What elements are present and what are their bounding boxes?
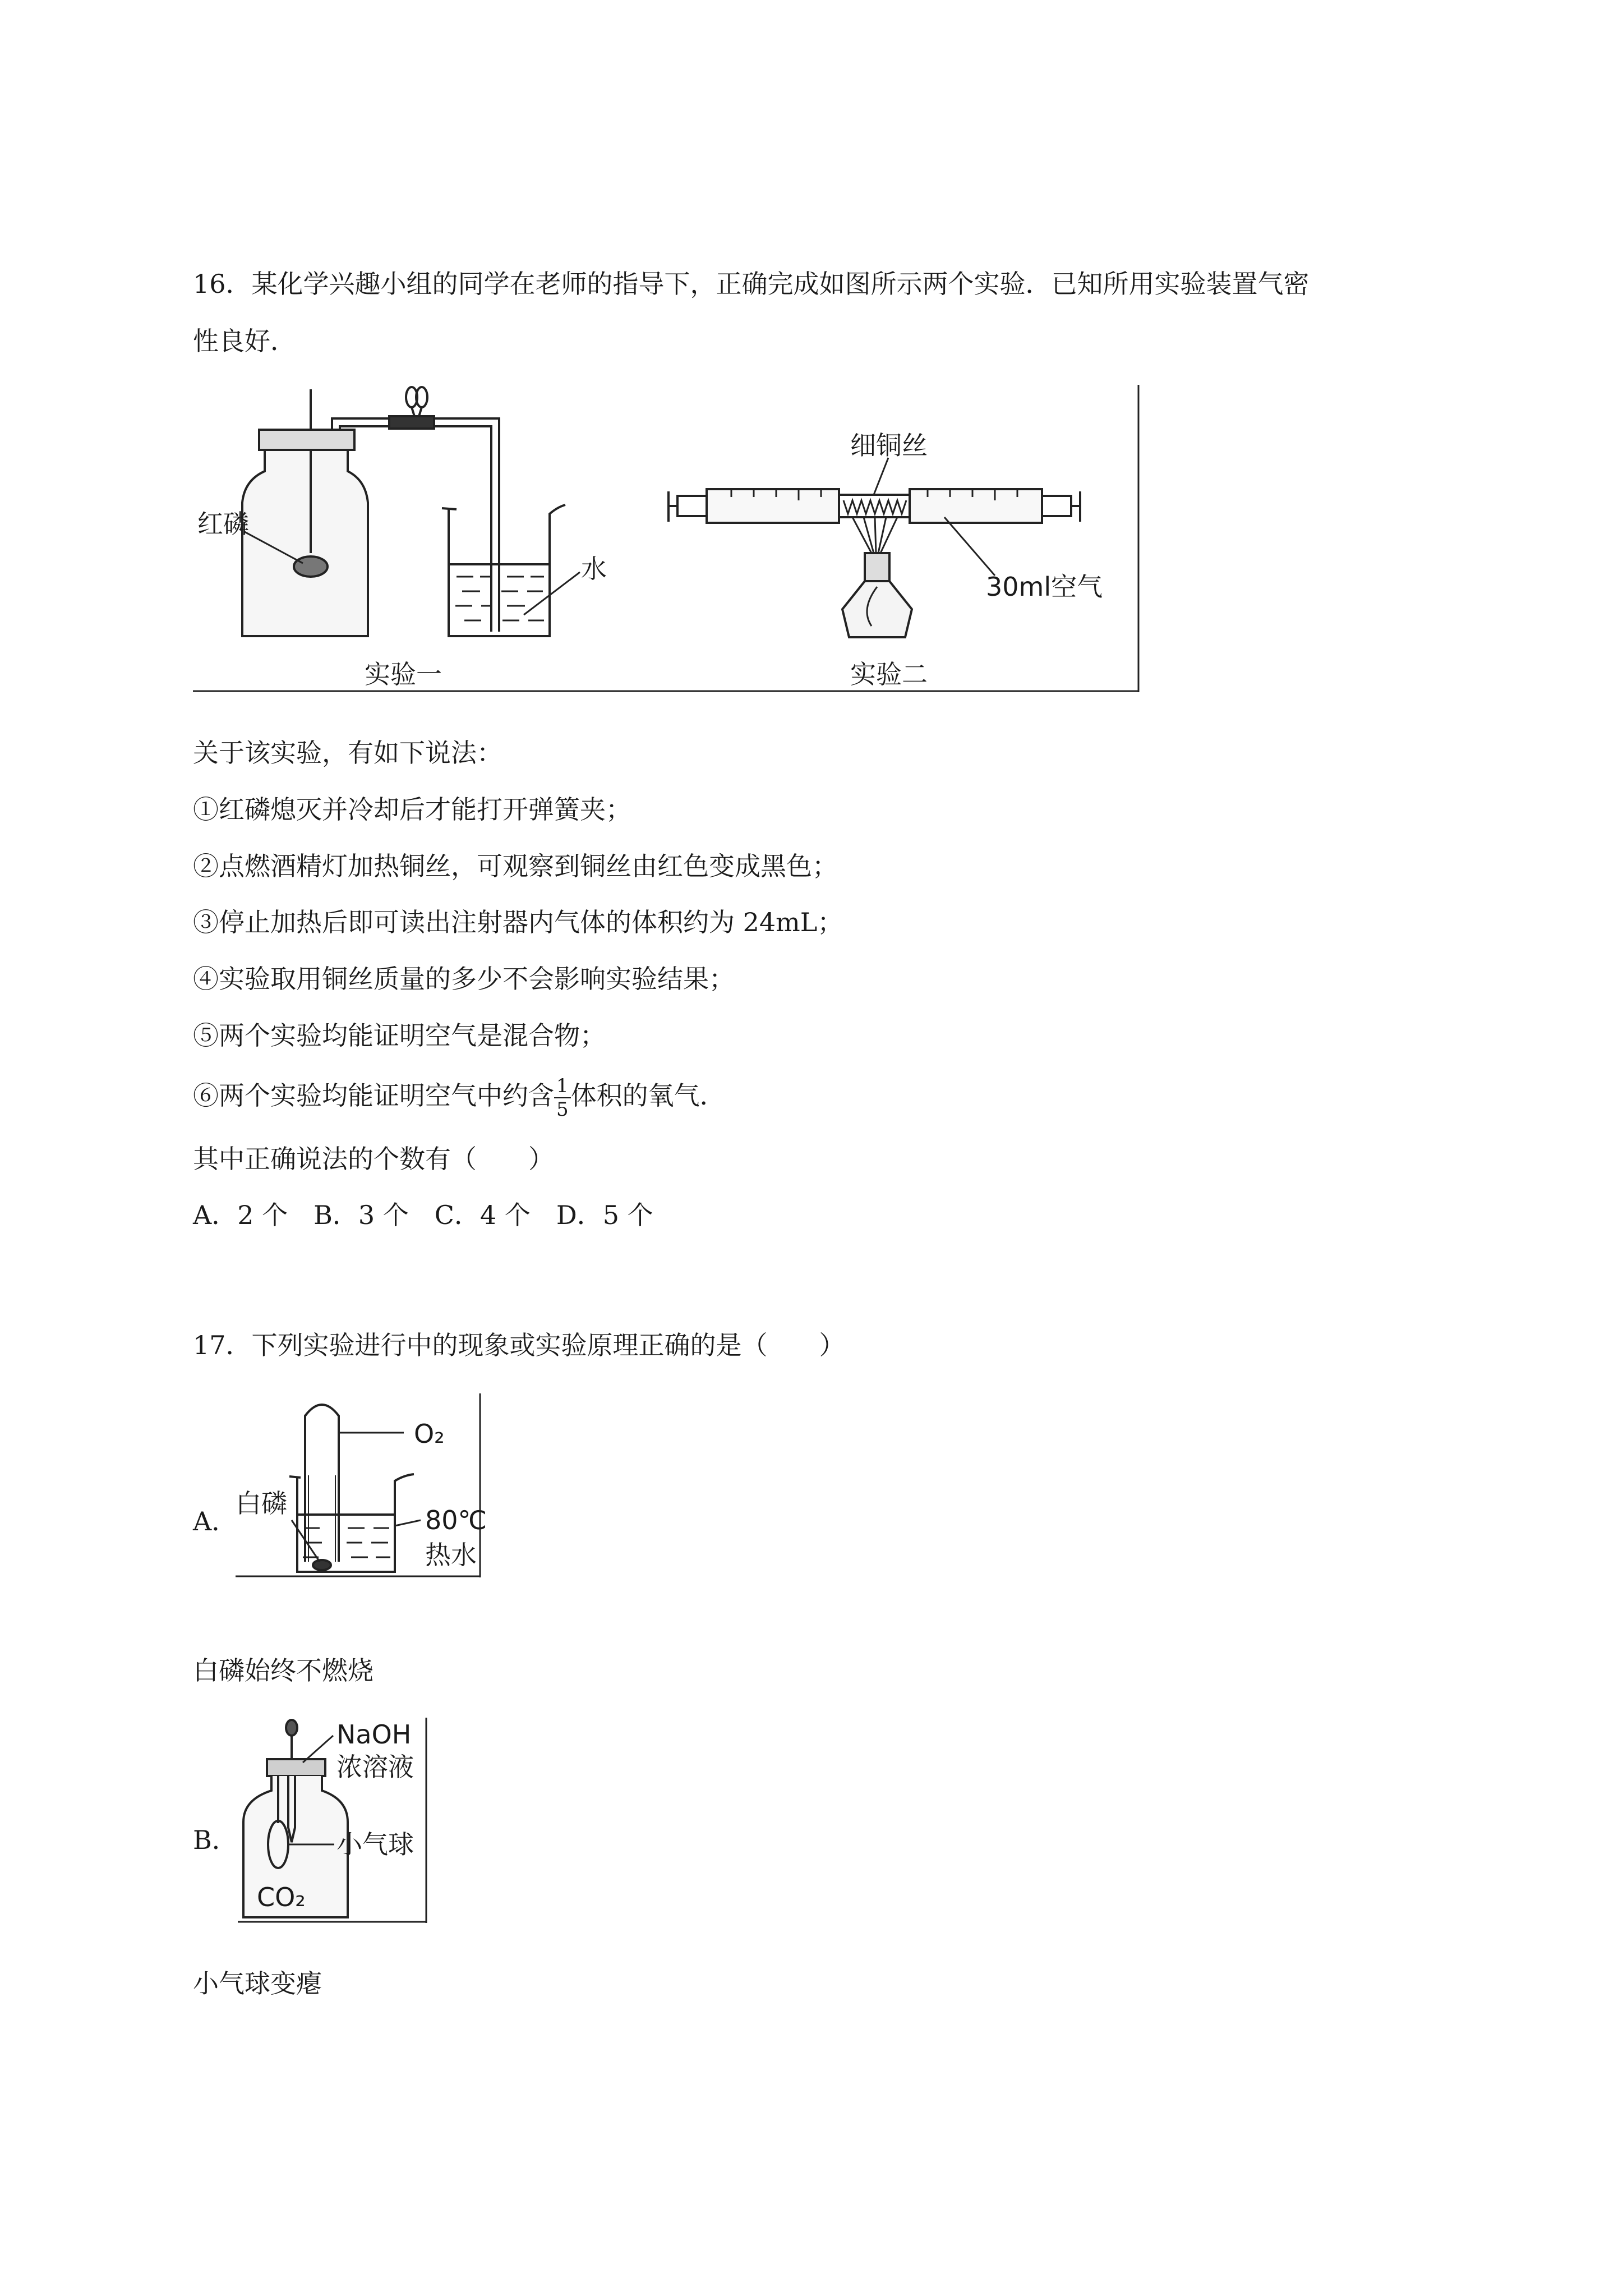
q17-option-b-caption: 小气球变瘪 [193, 1968, 322, 1999]
q16-intro: 关于该实验，有如下说法： [193, 738, 502, 768]
label-naoh: NaOH [336, 1719, 412, 1750]
label-hot-water: 热水 [425, 1540, 477, 1570]
label-copper-wire: 细铜丝 [850, 430, 928, 461]
label-small-balloon: 小气球 [336, 1829, 414, 1860]
statement-6-prefix: ⑥两个实验均能证明空气中约含 [193, 1080, 554, 1111]
q16-stem-line2: 性良好． [193, 326, 296, 356]
q17-stem: 17．下列实验进行中的现象或实验原理正确的是（ ） [193, 1330, 845, 1360]
q17-option-b-figure [238, 1718, 428, 1924]
label-water: 水 [581, 554, 607, 584]
label-co2: CO₂ [257, 1882, 306, 1912]
q17-option-a-letter: A． [193, 1506, 238, 1536]
q16-apparatus-diagram [193, 385, 1141, 694]
q16-figure [193, 385, 1141, 694]
q16-stem-line1: 16．某化学兴趣小组的同学在老师的指导下，正确完成如图所示两个实验．已知所用实验装置气密 [193, 269, 1310, 299]
label-exp2: 实验二 [850, 659, 928, 689]
label-80c: 80℃ [425, 1505, 487, 1535]
label-red-phosphorus: 红磷 [197, 509, 249, 539]
statement-6-suffix: 体积的氧气． [570, 1080, 726, 1111]
q16-statement-2: ②点燃酒精灯加热铜丝，可观察到铜丝由红色变成黑色； [193, 851, 838, 881]
fraction-one-fifth [554, 1075, 571, 1121]
label-white-phosphorus: 白磷 [236, 1488, 287, 1519]
q16-statement-1: ①红磷熄灭并冷却后才能打开弹簧夹； [193, 794, 631, 825]
q17-option-a-figure [236, 1393, 487, 1579]
q16-statement-3: ③停止加热后即可读出注射器内气体的体积约为 24mL； [193, 907, 843, 937]
q16-question: 其中正确说法的个数有（ ） [193, 1144, 554, 1174]
q17-option-a-caption: 白磷始终不燃烧 [193, 1655, 374, 1686]
q16-statement-5: ⑤两个实验均能证明空气是混合物； [193, 1020, 606, 1051]
label-o2: O₂ [414, 1419, 445, 1449]
q16-options: A．2 个 B．3 个 C．4 个 D．5 个 [193, 1200, 653, 1230]
label-air-volume: 30ml空气 [986, 572, 1103, 602]
fraction-denominator: 5 [556, 1098, 569, 1121]
label-concentrated-solution: 浓溶液 [336, 1752, 414, 1782]
q17-option-b-letter: B． [193, 1825, 238, 1855]
fraction-numerator: 1 [554, 1075, 571, 1098]
q16-statement-6 [193, 1075, 726, 1121]
label-exp1: 实验一 [365, 659, 442, 689]
q16-statement-4: ④实验取用铜丝质量的多少不会影响实验结果； [193, 964, 735, 994]
